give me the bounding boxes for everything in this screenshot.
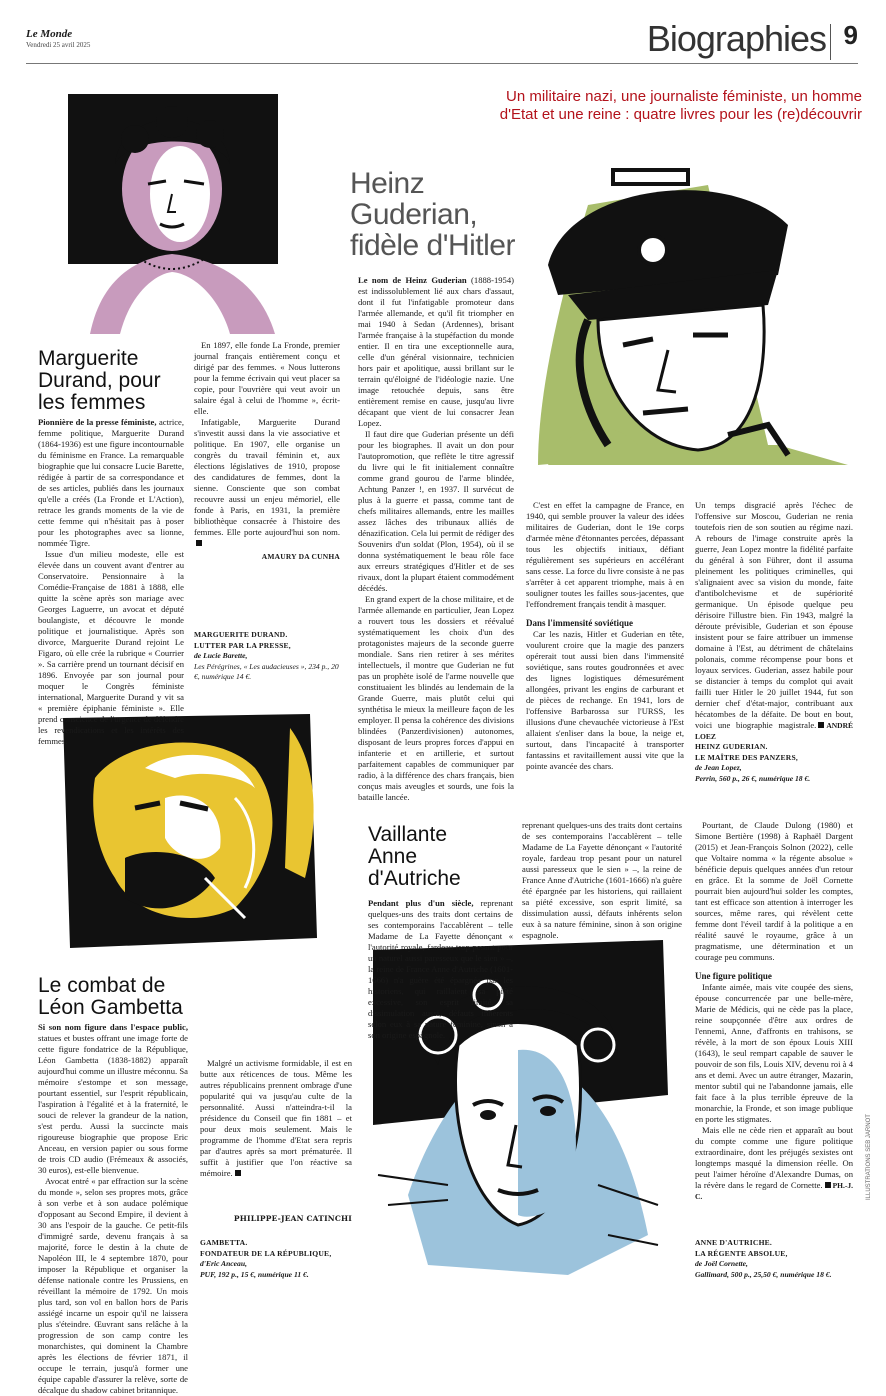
durand-column-2 <box>194 340 340 562</box>
gambetta-paragraph-1 <box>38 1022 188 1176</box>
gambetta-book-author: d'Eric Anceau, <box>200 1259 247 1268</box>
guderian-lead: Le nom de Heinz Guderian <box>358 275 467 285</box>
durand-book-title-1: MARGUERITE DURAND. <box>194 630 288 639</box>
gambetta-paragraph-3 <box>200 1058 352 1179</box>
end-mark-icon <box>196 540 202 546</box>
durand-paragraph-2: Issue d'un milieu modeste, elle est élevée dans un couvent avant d'entrer au Conservatoire. Pensionnaire à la Comédie-Française de 1881 à 1888, elle quitte la scène après son mariage avec Georges Laguerre, un avocat et député boulangiste, et découvre le monde politique et journalistique. Après son divorce, Marguerite Durand rejoint Le Figaro, où elle crée la rubrique « Courrier ». Sa carrière prend un tournant décisif en 1896. Envoyée par son journal pour moquer le Congrès féministe international, Marguerite Durand y vit sa « première épiphanie féministe ». Elle prend conscience de l'urgence de défendre les revendications et les intérêts des femmes. <box>38 549 184 746</box>
durand-book-info <box>194 630 344 683</box>
guderian-portrait-illustration <box>528 145 858 465</box>
newspaper-logo: Le Monde <box>26 28 73 40</box>
guderian-signature: ANDRÉ LOEZ <box>695 721 853 741</box>
anne-text-1: reprenant quelques-uns des traits dont certains de ses contemporains l'accablèrent – telle Madame de La Fayette dénonçant « l'autorité royale, fardeau trop pesant pour un naturel aussi paresseux que le sien » –, la reine de France Anne d'Autriche (1601-1666) n'a guère été épargnée par les historiens, qui raillaient sa piété excessive, son esprit limité, sa dissimulation aussi, défauts inhérents selon eux à sa nature féminine, sinon à son origine espagnole. <box>368 898 514 1040</box>
anne-paragraph-4 <box>695 1125 853 1202</box>
header-rule <box>26 63 858 64</box>
anne-signature: PH.-J. C. <box>695 1181 853 1201</box>
durand-portrait-illustration <box>60 84 285 334</box>
anne-book-publisher: Gallimard, 500 p., 25,50 €, numérique 18 €. <box>695 1269 832 1279</box>
anne-column-1 <box>368 898 514 1040</box>
anne-column-2 <box>522 820 682 940</box>
durand-lead: Pionnière de la presse féministe, <box>38 417 157 427</box>
anne-paragraph-1-cont: reprenant quelques-uns des traits dont certains de ses contemporains l'accablèrent – telle Madame de La Fayette dénonçant « l'autorité royale, fardeau trop pesant pour un naturel aussi paresseux que le sien » –, la reine de France Anne d'Autriche (1601-1666) n'a guère été épargnée par les historiens, qui raillaient sa piété excessive, son esprit limité, sa dissimulation aussi, défauts inhérents selon eux à sa nature féminine, sinon à son origine espagnole. <box>522 820 682 940</box>
anne-paragraph-3: Infante aimée, mais vite coupée des siens, épouse concurrencée par une belle-mère, Marie de Médicis, qui ne cède pas la place, reine soupçonnée d'être aux ordres de l'ennemi, Anne, d'affronts en trahisons, se révèle, à la mort de son époux Louis XIII (1643), le seul rempart capable de sauver le pouvoir de son fils, Louis XIV, devenu roi à 4 ans et demi. Avec un autre étranger, Mazarin, mentor subtil qui ne l'abandonne jamais, elle fait face à la plus terrible épreuve de la monarchie, la Fronde, et son image publique en porte les stigmates. <box>695 982 853 1124</box>
guderian-column-2 <box>526 500 684 771</box>
gambetta-headline: Le combat de Léon Gambetta <box>38 974 183 1019</box>
guderian-text-6: Un temps disgracié après l'échec de l'offensive sur Moscou, Guderian ne renia toutefois rien de son soutien au régime nazi. A rebours de l'image construite après la guerre, Jean Lopez montre la fidélité parfaite du général à son Führer, dont il assuma pleinement les politiques criminelles, qui s'alignaient avec sa vision du monde, faite d'antibolchevisme et de supériorité germanique. Un épisode quelque peu dérisoire l'illustre bien. Fin 1943, malgré la déroute prévisible, Guderian et son épouse insistent pour se faire attribuer un immense domaine à l'Est, au détriment de châtelains polonais, comme récompense pour bons et loyaux services. Guderian, assez habile pour se distancier à temps du complot qui avait failli tuer Hitler le 20 juillet 1944, fut son dernier chef d'état-major, contribuant aux hécatombes de la défaite. De bout en bout, voici une biographie magistrale. <box>695 500 853 730</box>
guderian-text-1: (1888-1954) est indissolublement lié aux chars d'assaut, dont il fut l'infatigable promoteur dans l'armée allemande, et qu'il fit triompher en mai 1940 à Sedan (Ardennes), brisant l'armée française à la stupéfaction du monde entier. Il en tira une exceptionnelle aura, celle d'un général visionnaire, technicien hors pair et apolitique, aussi brillant sur le terrain qu'éloigné de l'idéologie nazie. Une image retouchée depuis, sans être entièrement remise en cause, jusqu'au livre décapant que vient de lui consacrer Jean Lopez. <box>358 275 514 428</box>
gambetta-book-title-2: FONDATEUR DE LA RÉPUBLIQUE, <box>200 1248 332 1258</box>
durand-book-author: de Lucie Barette, <box>194 651 248 660</box>
durand-column-1 <box>38 417 184 746</box>
end-mark-icon <box>235 1170 241 1176</box>
anne-book-author: de Joël Cornette, <box>695 1259 748 1268</box>
guderian-paragraph-1 <box>358 275 514 429</box>
illustration-credit: ILLUSTRATIONS SEB JARNOT <box>866 1114 872 1200</box>
section-title: Biographies <box>646 18 826 59</box>
guderian-column-3 <box>695 500 853 742</box>
header-separator <box>830 24 831 60</box>
end-mark-icon <box>825 1182 831 1188</box>
guderian-book-publisher: Perrin, 560 p., 26 €, numérique 18 €. <box>695 773 811 783</box>
anne-subhead: Une figure politique <box>695 971 772 981</box>
anne-book-info <box>695 1238 865 1280</box>
durand-book-title-2: LUTTER PAR LA PRESSE, <box>194 640 291 650</box>
durand-text-1: actrice, femme politique, Marguerite Durand (1864-1936) est une figure incontournable du féminisme en France. La remarquable biographie que lui consacre Lucie Barette, rédigée à partir de sa correspondance et de ses articles, publiés dans les journaux qu'elle a créés (La Fronde et L'Action), retrace les grands moments de la vie de cette femme qui n'hésitait pas à poser pour les photographes avec sa lionne, nommée Tigre. <box>38 417 184 548</box>
end-mark-icon <box>818 722 824 728</box>
page-kicker: Un militaire nazi, une journaliste féministe, un homme d'Etat et une reine : quatre livres pour les (re)découvrir <box>499 88 862 123</box>
anne-book-title-1: ANNE D'AUTRICHE. <box>695 1238 773 1247</box>
gambetta-signature: PHILIPPE-JEAN CATINCHI <box>233 1214 352 1223</box>
guderian-book-info <box>695 742 865 784</box>
anne-paragraph-1-start <box>368 898 513 1041</box>
anne-paragraph-2: Pourtant, de Claude Dulong (1980) et Simone Bertière (1998) à Raphaël Dargent (2015) et Jean-François Solnon (2022), celle que Voltaire nomma « la régente absolue » bénéficie depuis quelques années d'un retour en grâce. Et la somme de Joël Cornette pourrait bien aujourd'hui solder les comptes, tant est efficace son attention à interroger les sources, même rares, qui révèlent cette femme dont l'éveil tardif à la politique a en réalité sauvé le royaume, grâce à un pragmatisme, une détermination et un courage peu communs. <box>695 820 853 962</box>
anne-text-4: Mais elle ne cède rien et apparaît au bout du compte comme une figure politique extraordinaire, dont les préjugés sexistes ont longtemps masqué la dimension réelle. On peut l'aimer héroïne d'Alexandre Dumas, on la révère dans le regard de Cornette. <box>695 1125 853 1190</box>
gambetta-book-title-1: GAMBETTA. <box>200 1238 248 1247</box>
gambetta-paragraph-2: Avocat entré « par effraction sur la scène du monde », selon ses propres mots, grâce à son verbe et à son audace polémique d'opposant au Second Empire, il devient à 30 ans l'espoir de la gauche. Ce petit-fils d'immigré sarde, devenu français à sa majorité, force le destin à la chute de Napoléon III, le 4 septembre 1870, pour imposer la République et organiser la défense nationale contre les Prussiens, en réveillant la mémoire de 1792. Un mois plus tard, son vol en ballon hors de Paris assiégé incarne un espoir qu'il ne laissera plus s'éteindre. Œuvrant sans relâche à la progression de son camp contre les monarchistes, qui dominent la Chambre après les élections de février 1871, il occupe le terrain, jusqu'à former une équipe capable d'assurer la relève, sorte de décalque du shadow cabinet britannique. <box>38 1176 188 1395</box>
durand-book-publisher: Les Pérégrines, « Les audacieuses », 234 p., 20 €, numérique 14 €. <box>194 661 339 681</box>
guderian-book-author: de Jean Lopez, <box>695 763 742 772</box>
gambetta-text-3: Malgré un activisme formidable, il est en butte aux réticences de tous. Même les autres républicains prennent ombrage d'une popularité qui va jusqu'au culte de la personnalité. Aussi n'atteindra-t-il la présidence du Conseil que fin 1881 – et pour deux mois seulement. Mais le programme de l'homme d'Etat sera repris par d'autres après sa mort prématurée. Il suffit à justifier que l'on réactive sa mémoire. <box>200 1058 352 1178</box>
durand-text-4: Infatigable, Marguerite Durand s'investit aussi dans la vie associative et politique. En 1907, elle organise un congrès du travail féminin et, aux élections législatives de 1910, propose des candidatures de femmes, dont la sienne. Consciente que son combat recouvre aussi un enjeu mémoriel, elle fonde à Paris, en 1931, la première bibliothèque consacrée à l'histoire des femmes. Elle porte aujourd'hui son nom. <box>194 417 340 537</box>
anne-headline: Vaillante Anne d'Autriche <box>368 823 461 890</box>
durand-paragraph-4 <box>194 417 340 549</box>
page-number: 9 <box>843 20 858 50</box>
anne-book-title-2: LA RÉGENTE ABSOLUE, <box>695 1248 788 1258</box>
guderian-paragraph-3: En grand expert de la chose militaire, et de l'armée allemande en particulier, Jean Lopez a rouvert tous les dossiers et réévalué systématiquement les choix d'un des protagonistes majeurs de la seconde guerre mondiale. Sans rien retirer à ses mérites intellectuels, il montre que Guderian ne fut pas un prophète isolé de l'arme nouvelle que constituaient les blindés au lendemain de la Grande Guerre, mais plutôt celui qui synthétisa le mieux la meilleure façon de les employer. Il pensa la cohérence des divisions blindées (Panzerdivisionen) autonomes, disposant de leurs propres forces d'appui en infanterie et en artillerie, et surtout parfaitement capables de communiquer par radio, à la différence des chars français, bien conçus mais aveugles et sourds, une fois la bataille lancée. <box>358 594 514 802</box>
gambetta-book-info <box>200 1238 360 1280</box>
guderian-paragraph-4: C'est en effet la campagne de France, en 1940, qui semble prouver la valeur des idées militaires de Guderian, dont le 19e corps d'armée mène d'étonnantes percées, dépassant tous les objectifs initiaux, défiant régulièrement ses supérieurs en accélérant sans cesse. La force du livre consiste à ne pas s'arrêter à cet apparent triomphe, mais à en souligner toutes les failles sous-jacentes, que l'effondrement français tendit à masquer. <box>526 500 684 609</box>
durand-paragraph-3: En 1897, elle fonde La Fronde, premier journal français entièrement conçu et dirigé par des femmes. « Nous lutterons pour la femme écrivain qui veut placer sa copie, pour l'ouvrière qui veut avoir un salaire égal à celui de l'homme », écrit-elle. <box>194 340 340 416</box>
gambetta-column-2 <box>200 1058 352 1208</box>
guderian-paragraph-6 <box>695 500 853 742</box>
guderian-headline: Heinz Guderian, fidèle d'Hitler <box>350 167 515 262</box>
gambetta-text-1: statues et bustes offrant une image forte de cette figure fondatrice de la République, Léon Gambetta (1838-1882) apparaît aujourd'hui comme un illustre méconnu. Sa mémoire s'estompe et son message, pourtant essentiel, sur l'esprit républicain, l'aspiration à l'égalité et à la fraternité, le souci de relever la grandeur de la nation, s'est perdu. Aussi la succincte mais rigoureuse biographie que propose Eric Anceau, en version papier ou sous forme de trois CD audio (Frémeaux & associés, 30 euros), est-elle bienvenue. <box>38 1033 188 1175</box>
gambetta-lead: Si son nom figure dans l'espace public, <box>38 1022 188 1032</box>
guderian-book-title-1: HEINZ GUDERIAN. <box>695 742 768 751</box>
anne-column-3 <box>695 820 853 1201</box>
guderian-paragraph-2: Il faut dire que Guderian présente un défi pour les biographes. Il avait un don pour l'autopromotion, que reflète le titre agressif du livre qui le fit initialement connaître comme grand gourou de l'arme blindée, Achtung Panzer !, en 1937. Il survécut de plus à la guerre et passa, comme tant de chefs militaires allemands, entre les mailles assez lâches des tribunaux alliés de dénazification. Cela lui permit de rédiger des Souvenirs d'un soldat (Plon, 1954), où il se donna systématiquement le beau rôle face aux erreurs stratégiques d'Hitler et de ses rivaux, dont la plupart étaient commodément décédés. <box>358 429 514 593</box>
guderian-column-1 <box>358 275 514 802</box>
guderian-book-title-2: LE MAÎTRE DES PANZERS, <box>695 752 798 762</box>
guderian-paragraph-5: Car les nazis, Hitler et Guderian en tête, voulurent croire que la magie des panzers opérerait tout aussi bien dans l'immensité soviétique, sans routes goudronnées et avec des lignes logistiques démesurément allongées, privant les engins de carburant et de pièces de rechange. En 1941, lors de l'offensive Barbarossa sur l'URSS, les illusions d'une chevauchée victorieuse à l'Est allaient s'enliser dans la boue, la neige et, surtout, dans l'incapacité à transporter fantassins et ravitaillement aussi vite que la pointe avancée des chars. <box>526 629 684 771</box>
durand-headline: Marguerite Durand, pour les femmes <box>38 347 161 414</box>
issue-date: Vendredi 25 avril 2025 <box>26 41 91 49</box>
durand-signature: AMAURY DA CUNHA <box>261 552 340 561</box>
anne-lead: Pendant plus d'un siècle, <box>368 898 474 908</box>
gambetta-column-1 <box>38 1022 188 1395</box>
durand-paragraph-1 <box>38 417 184 549</box>
guderian-subhead: Dans l'immensité soviétique <box>526 618 633 628</box>
gambetta-book-publisher: PUF, 192 p., 15 €, numérique 11 €. <box>200 1269 309 1279</box>
